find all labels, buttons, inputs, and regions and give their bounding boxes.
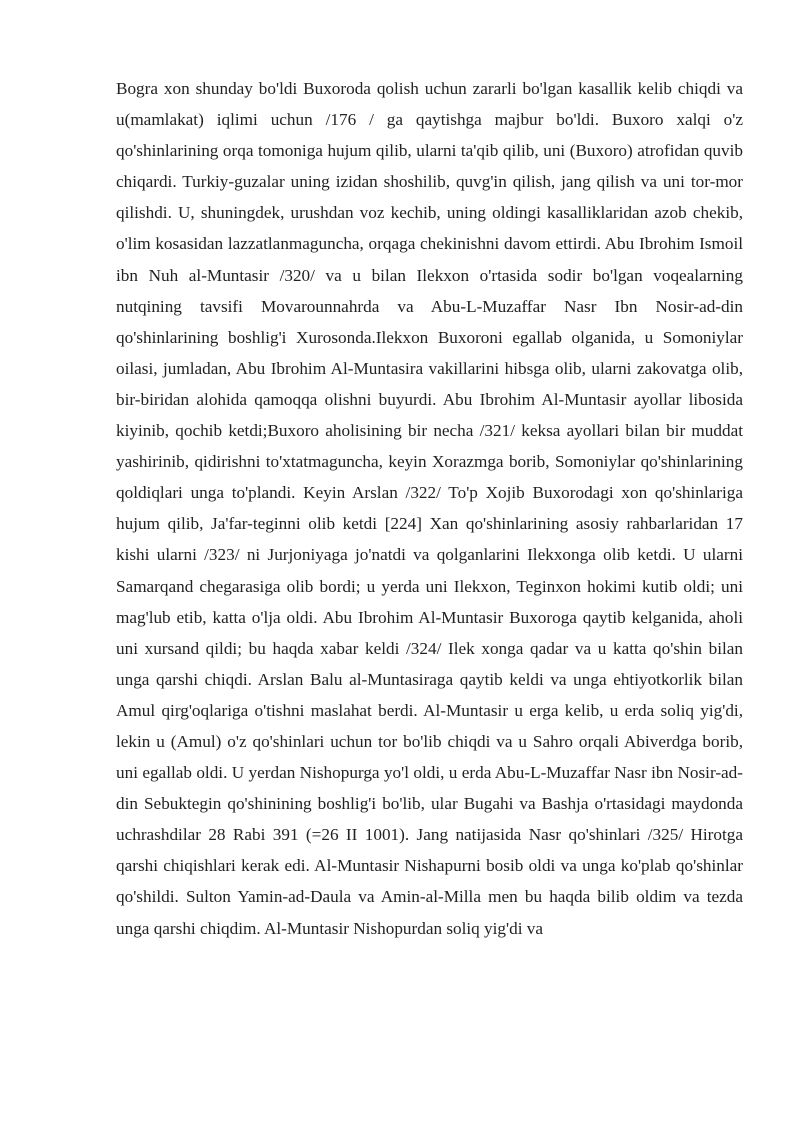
body-paragraph: Bogra xon shunday bo'ldi Buxoroda qolish uchun zararli bo'lgan kasallik kelib chiqdi va u(mamlakat) iqlimi uchun /176 / ga qaytishga majbur bo'ldi. Buxoro xalqi o'z qo'shinlarining orqa tomoniga hujum qilib, ularni ta'qib qilib, uni (Buxoro) atrofidan quvib chiqardi. Turkiy-guzalar uning izidan shoshilib, quvg'in qilish, jang qilish va uni tor-mor qilishdi. U, shuningdek, urushdan voz kechib, uning oldingi kasalliklaridan azob chekib, o'lim kosasidan lazzatlanmaguncha, orqaga chekinishni davom ettirdi. Abu Ibrohim Ismoil ibn Nuh al-Muntasir /320/ va u bilan Ilekxon o'rtasida sodir bo'lgan voqealarning nutqining tavsifi Movarounnahrda va Abu-L-Muzaffar Nasr Ibn Nosir-ad-din qo'shinlarining boshlig'i Xurosonda.Ilekxon Buxoroni egallab olganida, u Somoniylar oilasi, jumladan, Abu Ibrohim Al-Muntasira vakillarini hibsga olib, ularni zakovatga olib, bir-biridan alohida qamoqqa olishni buyurdi. Abu Ibrohim Al-Muntasir ayollar libosida kiyinib, qochib ketdi;Buxoro aholisining bir necha /321/ keksa ayollari bilan bir muddat yashirinib, qidirishni to'xtatmaguncha, keyin Xorazmga borib, Somoniylar qo'shinlarining qoldiqlari unga to'plandi. Keyin Arslan /322/ To'p Xojib Buxorodagi xon qo'shinlariga hujum qilib, Ja'far-teginni olib ketdi [224] Xan qo'shinlarining asosiy rahbarlaridan 17 kishi ularni /323/ ni Jurjoniyaga jo'natdi va qolganlarini Ilekxonga olib ketdi. U ularni Samarqand chegarasiga olib bordi; u yerda uni Ilekxon, Teginxon hokimi kutib oldi; uni mag'lub etib, katta o'lja oldi. Abu Ibrohim Al-Muntasir Buxoroga qaytib kelganida, aholi uni xursand qildi; bu haqda xabar keldi /324/ Ilek xonga qadar va u katta qo'shin bilan unga qarshi chiqdi. Arslan Balu al-Muntasiraga qaytib keldi va unga ehtiyotkorlik bilan Amul qirg'oqlariga o'tishni maslahat berdi. Al-Muntasir u erga kelib, u erda soliq yig'di, lekin u (Amul) o'z qo'shinlari uchun tor bo'lib chiqdi va u Sahro orqali Abiverdga borib, uni egallab oldi. U yerdan Nishopurga yo'l oldi, u erda Abu-L-Muzaffar Nasr ibn Nosir-ad-din Sebuktegin qo'shinining boshlig'i bo'lib, ular Bugahi va Bashja o'rtasidagi maydonda uchrashdilar 28 Rabi 391 (=26 II 1001). Jang natijasida Nasr qo'shinlari /325/ Hirotga qarshi chiqishlari kerak edi. Al-Muntasir Nishapurni bosib oldi va unga ko'plab qo'shinlar qo'shildi. Sulton Yamin-ad-Daula va Amin-al-Milla men bu haqda bilib oldim va tezda unga qarshi chiqdim. Al-Muntasir Nishopurdan soliq yig'di va (116, 79, 743, 938)
